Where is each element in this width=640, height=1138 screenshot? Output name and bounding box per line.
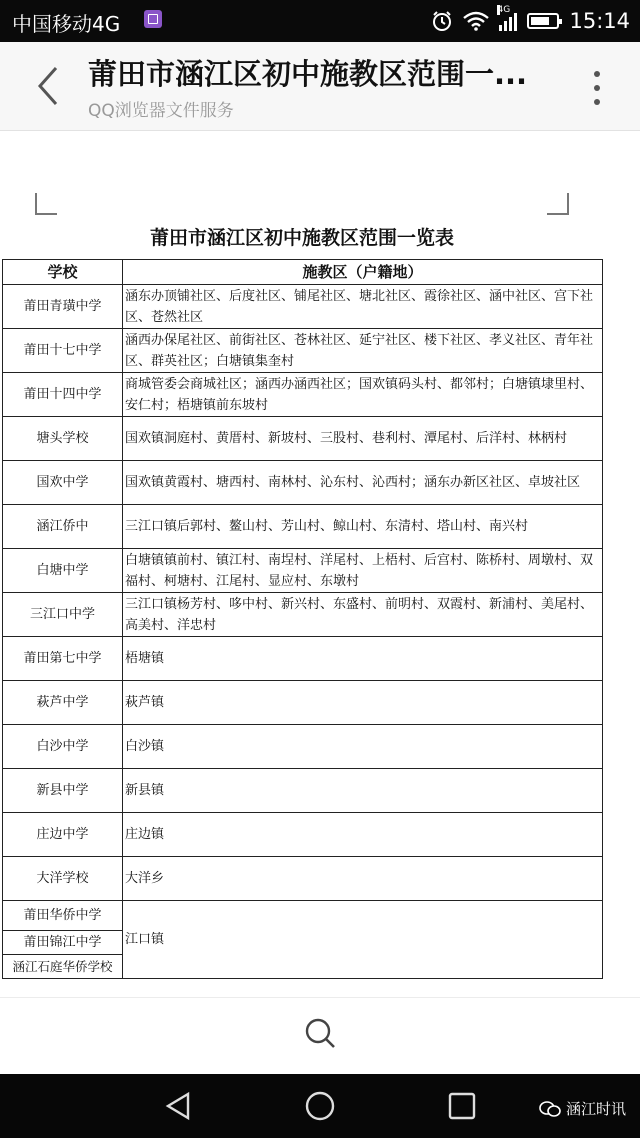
school-name-cell: 庄边中学	[3, 813, 123, 857]
carrier-label: 中国移动4G	[12, 12, 121, 36]
page-corner-mark	[35, 193, 57, 215]
district-area-cell: 三江口镇杨芳村、哆中村、新兴村、东盛村、前明村、双霞村、新浦村、美尾村、高美村、洋忠村	[123, 593, 603, 637]
alarm-icon	[431, 10, 453, 32]
table-row	[3, 769, 603, 813]
school-name-cell: 白沙中学	[3, 725, 123, 769]
school-name-cell: 大洋学校	[3, 857, 123, 901]
watermark	[539, 1098, 626, 1119]
system-navigation-bar	[0, 1074, 640, 1138]
table-row	[3, 857, 603, 901]
school-name-cell: 莆田十四中学	[3, 373, 123, 417]
school-name-cell: 涵江石庭华侨学校	[3, 955, 123, 979]
school-name-cell: 国欢中学	[3, 461, 123, 505]
school-name-cell: 涵江侨中	[3, 505, 123, 549]
table-row	[3, 329, 603, 373]
school-name-cell: 萩芦中学	[3, 681, 123, 725]
school-name-cell: 塘头学校	[3, 417, 123, 461]
table-row	[3, 813, 603, 857]
bottom-toolbar	[0, 997, 640, 1074]
table-row	[3, 285, 603, 329]
district-area-cell: 庄边镇	[123, 813, 603, 857]
network-badge: 4G	[497, 5, 511, 15]
nav-back-icon[interactable]	[162, 1090, 194, 1122]
page-title: 莆田市涵江区初中施教区范围一...	[88, 57, 528, 91]
battery-icon	[527, 13, 559, 29]
school-name-cell: 三江口中学	[3, 593, 123, 637]
wechat-icon	[539, 1100, 561, 1118]
table-row	[3, 505, 603, 549]
document-viewer[interactable]	[0, 131, 640, 997]
document-heading: 莆田市涵江区初中施教区范围一览表	[149, 227, 454, 249]
table-row	[3, 681, 603, 725]
district-area-cell: 国欢镇黄霞村、塘西村、南林村、沁东村、沁西村；涵东办新区社区、卓坡社区	[123, 461, 603, 505]
wifi-icon	[463, 11, 489, 31]
school-name-cell: 新县中学	[3, 769, 123, 813]
table-row	[3, 417, 603, 461]
page-corner-mark	[547, 193, 569, 215]
district-area-cell: 商城管委会商城社区；涵西办涵西社区；国欢镇码头村、都邻村；白塘镇埭里村、安仁村；梧塘镇前东坡村	[123, 373, 603, 417]
school-name-cell: 莆田青璜中学	[3, 285, 123, 329]
table-row	[3, 725, 603, 769]
table-row	[3, 373, 603, 417]
nav-recent-apps-icon[interactable]	[446, 1090, 478, 1122]
table-row	[3, 549, 603, 593]
district-area-cell: 涵西办保尾社区、前街社区、苍林社区、延宁社区、楼下社区、孝义社区、青年社区、群英社区；白塘镇集奎村	[123, 329, 603, 373]
column-header-school: 学校	[3, 260, 123, 285]
status-icons	[431, 6, 630, 36]
status-bar	[0, 0, 640, 42]
back-chevron-icon[interactable]	[30, 64, 66, 108]
district-area-cell: 国欢镇洞庭村、黄厝村、新坡村、三股村、巷利村、潭尾村、后洋村、林柄村	[123, 417, 603, 461]
table-row	[3, 901, 603, 931]
notification-app-icon	[144, 10, 162, 28]
district-area-cell: 梧塘镇	[123, 637, 603, 681]
table-header-row	[3, 260, 603, 285]
district-area-cell: 江口镇	[123, 901, 603, 979]
school-name-cell: 白塘中学	[3, 549, 123, 593]
school-name-cell: 莆田十七中学	[3, 329, 123, 373]
district-area-cell: 新县镇	[123, 769, 603, 813]
table-row	[3, 593, 603, 637]
district-area-cell: 萩芦镇	[123, 681, 603, 725]
more-options-icon[interactable]	[592, 68, 602, 108]
school-district-table	[2, 259, 603, 979]
search-icon[interactable]	[303, 1016, 337, 1050]
signal-icon	[497, 5, 517, 31]
column-header-area: 施教区（户籍地）	[123, 260, 603, 285]
watermark-text: 涵江时讯	[565, 1100, 626, 1118]
district-area-cell: 白沙镇	[123, 725, 603, 769]
browser-header	[0, 42, 640, 131]
school-name-cell: 莆田华侨中学	[3, 901, 123, 931]
district-area-cell: 涵东办顶铺社区、后度社区、铺尾社区、塘北社区、霞徐社区、涵中社区、宫下社区、苍然社区	[123, 285, 603, 329]
table-row	[3, 637, 603, 681]
district-area-cell: 白塘镇镇前村、镇江村、南埕村、洋尾村、上梧村、后宫村、陈桥村、周墩村、双福村、柯塘村、江尾村、显应村、东墩村	[123, 549, 603, 593]
table-row	[3, 461, 603, 505]
school-name-cell: 莆田锦江中学	[3, 931, 123, 955]
page-subtitle: QQ浏览器文件服务	[88, 101, 234, 121]
nav-home-icon[interactable]	[304, 1090, 336, 1122]
district-area-cell: 大洋乡	[123, 857, 603, 901]
school-name-cell: 莆田第七中学	[3, 637, 123, 681]
clock: 15:14	[569, 9, 630, 33]
district-area-cell: 三江口镇后郭村、鳌山村、芳山村、鲸山村、东清村、塔山村、南兴村	[123, 505, 603, 549]
